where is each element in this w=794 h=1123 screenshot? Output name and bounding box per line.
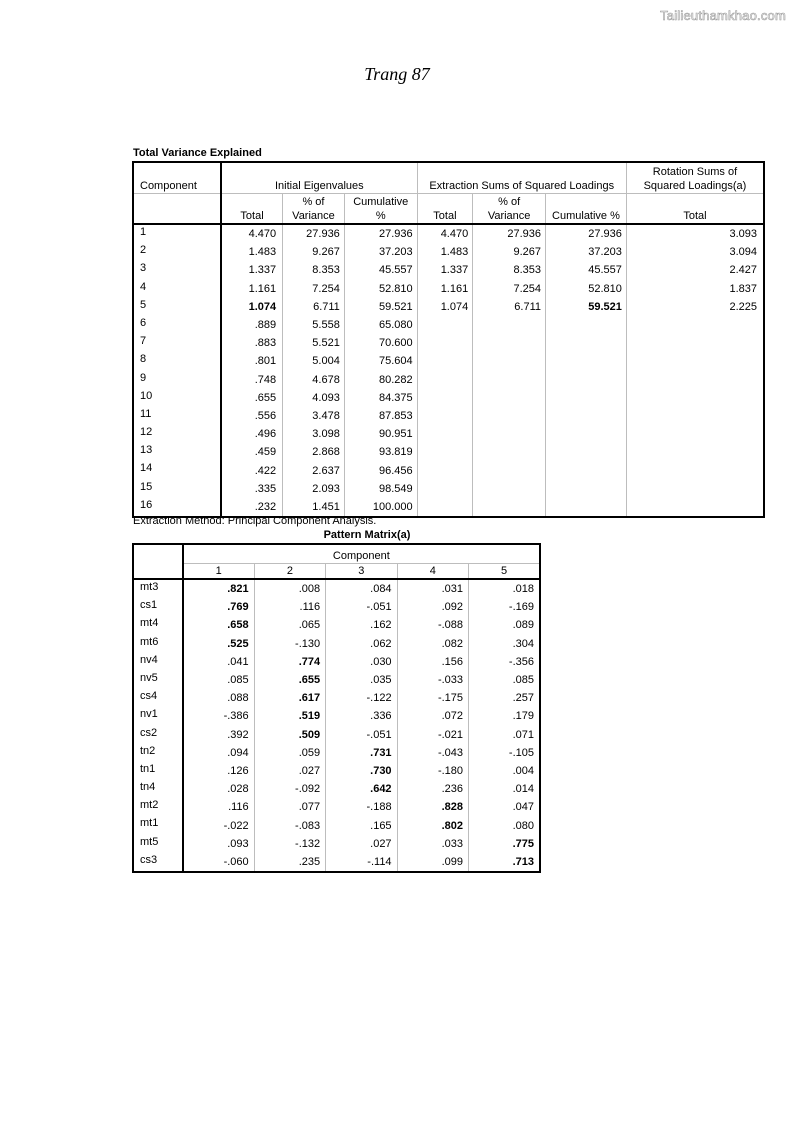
tve-cell-ec: 52.810 (546, 280, 627, 298)
pm-cell: -.132 (254, 835, 325, 853)
pm-row (133, 635, 540, 653)
pm-row-label: mt3 (133, 579, 183, 598)
tve-title: Total Variance Explained (133, 147, 262, 159)
pm-cell: .617 (254, 689, 325, 707)
tve-cell-ic: 52.810 (344, 280, 417, 298)
pm-cell: -.180 (397, 762, 468, 780)
tve-cell-ev (473, 316, 546, 334)
pm-cell: .027 (326, 835, 397, 853)
tve-cell-ic: 90.951 (344, 425, 417, 443)
pm-cell: .084 (326, 579, 397, 598)
pm-row-label: cs3 (133, 853, 183, 872)
pm-cell: .156 (397, 653, 468, 671)
tve-component-cell: 9 (133, 371, 221, 389)
pm-cell: .093 (183, 835, 254, 853)
tve-cell-rt: 3.093 (626, 224, 764, 243)
tve-cell-rt (626, 389, 764, 407)
pm-cell: -.043 (397, 744, 468, 762)
tve-cell-et (417, 407, 473, 425)
tve-cell-et (417, 371, 473, 389)
pm-row-label: tn2 (133, 744, 183, 762)
pm-cell: .519 (254, 707, 325, 725)
pm-cell: .509 (254, 726, 325, 744)
pm-cell: .525 (183, 635, 254, 653)
tve-cell-rt: 3.094 (626, 243, 764, 261)
tve-cell-ev: 8.353 (473, 261, 546, 279)
tve-cell-rt (626, 316, 764, 334)
tve-cell-ec: 37.203 (546, 243, 627, 261)
pm-cell: .655 (254, 671, 325, 689)
tve-cell-ev (473, 461, 546, 479)
extraction-method-note: Extraction Method: Principal Component Analysis. (133, 515, 377, 527)
tve-component-cell: 2 (133, 243, 221, 261)
tve-cell-ev: 7.254 (473, 280, 546, 298)
pm-row-label: mt2 (133, 798, 183, 816)
pm-cell: .080 (512, 819, 534, 832)
header-initial-variance: % of Variance (283, 194, 345, 225)
pm-cell: .082 (397, 635, 468, 653)
pm-cell: .041 (183, 653, 254, 671)
tve-cell-iv: 4.093 (283, 389, 345, 407)
pm-cell: -.169 (508, 601, 534, 614)
pm-cell: -.051 (326, 726, 397, 744)
tve-cell-rt (626, 425, 764, 443)
tve-cell-it: .232 (221, 498, 283, 517)
pm-row (133, 671, 540, 689)
tve-cell-it: 1.483 (221, 243, 283, 261)
pm-cell: .774 (254, 653, 325, 671)
tve-row (133, 480, 764, 498)
pm-cell: .165 (326, 816, 397, 834)
pm-cell: .126 (183, 762, 254, 780)
pm-cell: .769 (183, 598, 254, 616)
tve-cell-it: .655 (221, 389, 283, 407)
pm-cell: .030 (326, 653, 397, 671)
tve-cell-ic: 84.375 (344, 389, 417, 407)
tve-cell-rt (626, 334, 764, 352)
pm-col-header: 4 (397, 564, 468, 580)
tve-cell-et (417, 352, 473, 370)
pm-row (133, 726, 540, 744)
pm-cell: .008 (254, 579, 325, 598)
tve-cell-rt (626, 498, 764, 517)
pm-cell: .257 (512, 692, 534, 705)
tve-cell-ec (546, 334, 627, 352)
tve-cell-it: .883 (221, 334, 283, 352)
tve-cell-ic: 27.936 (344, 224, 417, 243)
tve-cell-ec: 45.557 (546, 261, 627, 279)
tve-row (133, 334, 764, 352)
tve-row (133, 261, 764, 279)
pm-cell: -.386 (183, 707, 254, 725)
pm-cell: .028 (183, 780, 254, 798)
tve-cell-ec: 59.521 (546, 298, 627, 316)
tve-cell-it: 1.161 (221, 280, 283, 298)
pm-corner (133, 544, 183, 579)
pm-cell: .071 (512, 728, 534, 741)
pm-row-label: mt1 (133, 816, 183, 834)
pm-cell: .027 (254, 762, 325, 780)
pm-row (133, 816, 540, 834)
tve-cell-et: 1.074 (417, 298, 473, 316)
tve-cell-et (417, 425, 473, 443)
tve-component-cell: 10 (133, 389, 221, 407)
tve-cell-rt (626, 461, 764, 479)
tve-cell-et (417, 443, 473, 461)
page-title: Trang 87 (364, 64, 430, 84)
pm-cell: -.356 (508, 655, 534, 668)
header-extraction-sums: Extraction Sums of Squared Loadings (417, 162, 626, 194)
tve-row (133, 243, 764, 261)
pm-cell: .642 (326, 780, 397, 798)
tve-cell-rt (626, 352, 764, 370)
pm-cell: .099 (397, 853, 468, 872)
tve-cell-et (417, 480, 473, 498)
pm-cell: .077 (254, 798, 325, 816)
pm-cell: .304 (512, 637, 534, 650)
tve-cell-ev: 9.267 (473, 243, 546, 261)
header-component: Component (133, 162, 221, 194)
pm-col-header: 3 (326, 564, 397, 580)
pm-row-label: mt4 (133, 616, 183, 634)
tve-cell-it: 1.074 (221, 298, 283, 316)
pm-component-label: Component (332, 550, 390, 562)
tve-cell-rt (626, 480, 764, 498)
tve-component-cell: 15 (133, 480, 221, 498)
pm-row-label: tn1 (133, 762, 183, 780)
tve-cell-et: 1.483 (417, 243, 473, 261)
tve-component-cell: 11 (133, 407, 221, 425)
pm-cell: -.175 (397, 689, 468, 707)
tve-cell-iv: 3.098 (283, 425, 345, 443)
pm-cell: .018 (512, 583, 534, 596)
tve-cell-rt (626, 371, 764, 389)
tve-row (133, 461, 764, 479)
pm-cell: .035 (326, 671, 397, 689)
tve-cell-iv: 3.478 (283, 407, 345, 425)
pm-row (133, 579, 540, 598)
pm-cell: -.122 (326, 689, 397, 707)
pm-cell: -.060 (183, 853, 254, 872)
pm-cell: .336 (326, 707, 397, 725)
pm-cell: .089 (512, 619, 534, 632)
pm-cell: .059 (254, 744, 325, 762)
pm-cell: .775 (512, 837, 534, 850)
tve-cell-ev (473, 371, 546, 389)
tve-cell-ec (546, 352, 627, 370)
tve-cell-et (417, 461, 473, 479)
tve-cell-rt: 1.837 (626, 280, 764, 298)
tve-cell-et (417, 498, 473, 517)
pm-row (133, 835, 540, 853)
tve-cell-iv: 5.004 (283, 352, 345, 370)
tve-cell-ev: 6.711 (473, 298, 546, 316)
pm-cell: .802 (397, 816, 468, 834)
tve-cell-ev (473, 498, 546, 517)
tve-cell-iv: 5.558 (283, 316, 345, 334)
tve-component-cell: 8 (133, 352, 221, 370)
pm-cell: -.022 (183, 816, 254, 834)
header-blank (133, 194, 221, 225)
tve-cell-ic: 87.853 (344, 407, 417, 425)
tve-cell-iv: 2.093 (283, 480, 345, 498)
tve-cell-ic: 59.521 (344, 298, 417, 316)
tve-component-cell: 12 (133, 425, 221, 443)
pm-cell: .072 (397, 707, 468, 725)
pm-row (133, 707, 540, 725)
pm-cell: .116 (183, 798, 254, 816)
tve-cell-ic: 70.600 (344, 334, 417, 352)
tve-cell-ev (473, 425, 546, 443)
pm-cell: -.114 (326, 853, 397, 872)
tve-cell-ec (546, 389, 627, 407)
pm-row (133, 853, 540, 872)
tve-cell-it: .459 (221, 443, 283, 461)
pm-cell: -.105 (508, 746, 534, 759)
pm-cell: .658 (183, 616, 254, 634)
pm-cell: .821 (183, 579, 254, 598)
pm-cell: .236 (397, 780, 468, 798)
tve-cell-it: 4.470 (221, 224, 283, 243)
tve-cell-it: .496 (221, 425, 283, 443)
pm-cell: -.130 (254, 635, 325, 653)
pm-cell: -.188 (326, 798, 397, 816)
pm-cell: .713 (512, 855, 534, 868)
pm-row (133, 598, 540, 616)
tve-cell-ic: 96.456 (344, 461, 417, 479)
pm-cell: .392 (183, 726, 254, 744)
pm-cell: .731 (326, 744, 397, 762)
pm-cell: .033 (397, 835, 468, 853)
total-variance-table (132, 161, 765, 518)
pm-cell: -.051 (326, 598, 397, 616)
pm-col-header: 5 (500, 565, 508, 577)
tve-row (133, 224, 764, 243)
pm-cell: -.021 (397, 726, 468, 744)
tve-cell-iv: 1.451 (283, 498, 345, 517)
pm-row-label: cs4 (133, 689, 183, 707)
tve-component-cell: 4 (133, 280, 221, 298)
pm-row-label: nv4 (133, 653, 183, 671)
tve-cell-ic: 100.000 (344, 498, 417, 517)
pm-col-header: 2 (254, 564, 325, 580)
tve-component-cell: 16 (133, 498, 221, 517)
tve-cell-it: .889 (221, 316, 283, 334)
pm-row (133, 653, 540, 671)
tve-row (133, 371, 764, 389)
pm-row (133, 689, 540, 707)
tve-cell-rt: 2.427 (626, 261, 764, 279)
tve-cell-ic: 45.557 (344, 261, 417, 279)
tve-cell-ev (473, 407, 546, 425)
tve-cell-ic: 98.549 (344, 480, 417, 498)
pm-cell: -.083 (254, 816, 325, 834)
tve-cell-ic: 93.819 (344, 443, 417, 461)
pm-cell: .031 (397, 579, 468, 598)
tve-cell-ec (546, 407, 627, 425)
tve-cell-ic: 37.203 (344, 243, 417, 261)
tve-cell-ec (546, 480, 627, 498)
tve-cell-ev (473, 334, 546, 352)
tve-cell-it: .748 (221, 371, 283, 389)
pm-row-label: mt5 (133, 835, 183, 853)
pm-row (133, 744, 540, 762)
header-extraction-cumulative: Cumulative % (546, 194, 627, 225)
pm-cell: -.092 (254, 780, 325, 798)
pm-row-label: nv1 (133, 707, 183, 725)
pm-cell: .062 (326, 635, 397, 653)
tve-row (133, 352, 764, 370)
tve-cell-ev (473, 389, 546, 407)
tve-cell-et (417, 389, 473, 407)
tve-cell-iv: 2.868 (283, 443, 345, 461)
pattern-matrix-table (132, 543, 541, 873)
pm-cell: -.033 (397, 671, 468, 689)
pm-cell: .088 (183, 689, 254, 707)
tve-cell-ec (546, 425, 627, 443)
pm-cell: .085 (183, 671, 254, 689)
tve-cell-it: 1.337 (221, 261, 283, 279)
pm-cell: .094 (183, 744, 254, 762)
tve-cell-et (417, 334, 473, 352)
tve-cell-it: .801 (221, 352, 283, 370)
tve-row (133, 407, 764, 425)
tve-cell-iv: 8.353 (283, 261, 345, 279)
tve-component-cell: 5 (133, 298, 221, 316)
tve-row (133, 280, 764, 298)
tve-cell-ic: 75.604 (344, 352, 417, 370)
pm-cell: .004 (512, 764, 534, 777)
pm-row (133, 780, 540, 798)
tve-component-cell: 6 (133, 316, 221, 334)
tve-cell-rt (626, 443, 764, 461)
tve-cell-et: 1.337 (417, 261, 473, 279)
tve-cell-ev (473, 480, 546, 498)
tve-component-cell: 3 (133, 261, 221, 279)
tve-row (133, 298, 764, 316)
tve-cell-it: .556 (221, 407, 283, 425)
header-initial-cumulative: Cumulative % (344, 194, 417, 225)
header-extraction-variance: % of Variance (473, 194, 546, 225)
header-rotation-total: Total (683, 210, 707, 222)
tve-cell-it: .335 (221, 480, 283, 498)
header-initial-eigenvalues: Initial Eigenvalues (221, 162, 417, 194)
tve-cell-iv: 5.521 (283, 334, 345, 352)
tve-cell-ic: 80.282 (344, 371, 417, 389)
pm-cell: .065 (254, 616, 325, 634)
pm-row-label: tn4 (133, 780, 183, 798)
tve-cell-iv: 2.637 (283, 461, 345, 479)
pm-cell: .116 (254, 598, 325, 616)
tve-cell-ic: 65.080 (344, 316, 417, 334)
tve-row (133, 443, 764, 461)
pm-cell: .162 (326, 616, 397, 634)
pm-row-label: mt6 (133, 635, 183, 653)
tve-row (133, 425, 764, 443)
tve-component-cell: 7 (133, 334, 221, 352)
tve-cell-iv: 7.254 (283, 280, 345, 298)
pm-row (133, 798, 540, 816)
tve-cell-it: .422 (221, 461, 283, 479)
tve-row (133, 389, 764, 407)
tve-cell-et: 1.161 (417, 280, 473, 298)
pm-cell: .179 (512, 710, 534, 723)
tve-cell-iv: 4.678 (283, 371, 345, 389)
header-rotation-sums: Rotation Sums of Squared Loadings(a) (643, 166, 747, 192)
tve-component-cell: 13 (133, 443, 221, 461)
tve-cell-ev (473, 352, 546, 370)
pm-cell: .828 (397, 798, 468, 816)
tve-cell-ev: 27.936 (473, 224, 546, 243)
tve-cell-ec (546, 461, 627, 479)
tve-cell-ev (473, 443, 546, 461)
tve-component-cell: 1 (133, 224, 221, 243)
tve-component-cell: 14 (133, 461, 221, 479)
pm-row-label: nv5 (133, 671, 183, 689)
tve-row (133, 316, 764, 334)
pattern-matrix-title: Pattern Matrix(a) (323, 529, 411, 541)
tve-cell-iv: 27.936 (283, 224, 345, 243)
pm-cell: .047 (512, 801, 534, 814)
header-initial-total: Total (221, 194, 283, 225)
tve-cell-ec (546, 371, 627, 389)
header-extraction-total: Total (417, 194, 473, 225)
pm-row-label: cs1 (133, 598, 183, 616)
pm-col-header: 1 (183, 564, 254, 580)
tve-cell-et: 4.470 (417, 224, 473, 243)
tve-cell-ec (546, 498, 627, 517)
tve-cell-ec (546, 316, 627, 334)
pm-row-label: cs2 (133, 726, 183, 744)
tve-cell-ec (546, 443, 627, 461)
pm-cell: .014 (512, 783, 534, 796)
pm-row (133, 762, 540, 780)
tve-cell-rt (626, 407, 764, 425)
watermark-text: Tailieuthamkhao.com (660, 8, 786, 23)
pm-cell: .730 (326, 762, 397, 780)
pm-cell: -.088 (397, 616, 468, 634)
tve-cell-iv: 6.711 (283, 298, 345, 316)
pm-cell: .092 (397, 598, 468, 616)
tve-cell-ec: 27.936 (546, 224, 627, 243)
tve-cell-et (417, 316, 473, 334)
pm-cell: .235 (254, 853, 325, 872)
pm-row (133, 616, 540, 634)
pm-cell: .085 (512, 674, 534, 687)
tve-cell-iv: 9.267 (283, 243, 345, 261)
tve-cell-rt: 2.225 (626, 298, 764, 316)
